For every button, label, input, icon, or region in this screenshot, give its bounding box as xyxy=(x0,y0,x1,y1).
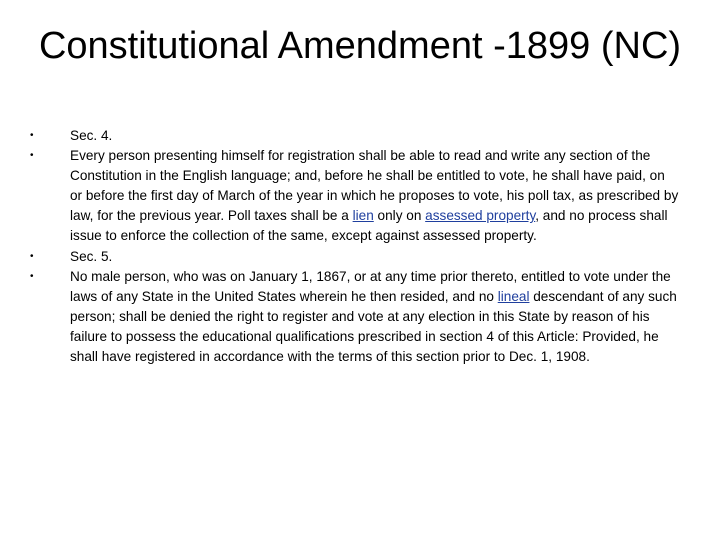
list-item-sec4-text xyxy=(30,146,680,246)
bullet-icon: • xyxy=(30,130,34,141)
list-item-sec5-heading xyxy=(30,247,680,267)
bullet-list xyxy=(30,126,680,367)
section-heading: Sec. 5. xyxy=(70,248,113,264)
paragraph-text: Every person presenting himself for registration shall be able to read and write any section of the Constitution in the English language; and, before he shall be entitled to vote, he shall have paid, on or before the first day of March of the year in which he proposes to vote, his poll tax, as prescribed by law, for the previous year. Poll taxes shall be a xyxy=(70,148,679,224)
lien-link[interactable]: lien xyxy=(352,208,374,224)
paragraph-text: No male person, who was on January 1, 1867, or at any time prior thereto, entitled to vote under the laws of any State in the United States wherein he then resided, and no xyxy=(70,268,671,304)
bullet-icon: • xyxy=(30,270,34,282)
bullet-icon: • xyxy=(30,150,34,162)
lineal-link[interactable]: lineal xyxy=(497,288,530,304)
paragraph-text: , and no process shall issue to enforce the collection of the same, except against assessed property. xyxy=(70,208,668,244)
paragraph-text: descendant of any such person; shall be denied the right to register and vote at any election in this State by reason of his failure to possess the educational qualifications prescribed in section 4 of this Article: Provided, he shall have registered in accordance with the terms of this section prior to Dec. 1, 1908. xyxy=(70,288,677,365)
paragraph-text: only on xyxy=(373,208,426,224)
assessed-property-link[interactable]: assessed property xyxy=(425,208,536,224)
list-item-sec5-text xyxy=(30,267,680,367)
bullet-icon: • xyxy=(30,250,34,262)
section-heading: Sec. 4. xyxy=(70,128,113,143)
slide-title: Constitutional Amendment -1899 (NC) xyxy=(38,25,682,67)
list-item-sec4-heading xyxy=(30,126,680,146)
